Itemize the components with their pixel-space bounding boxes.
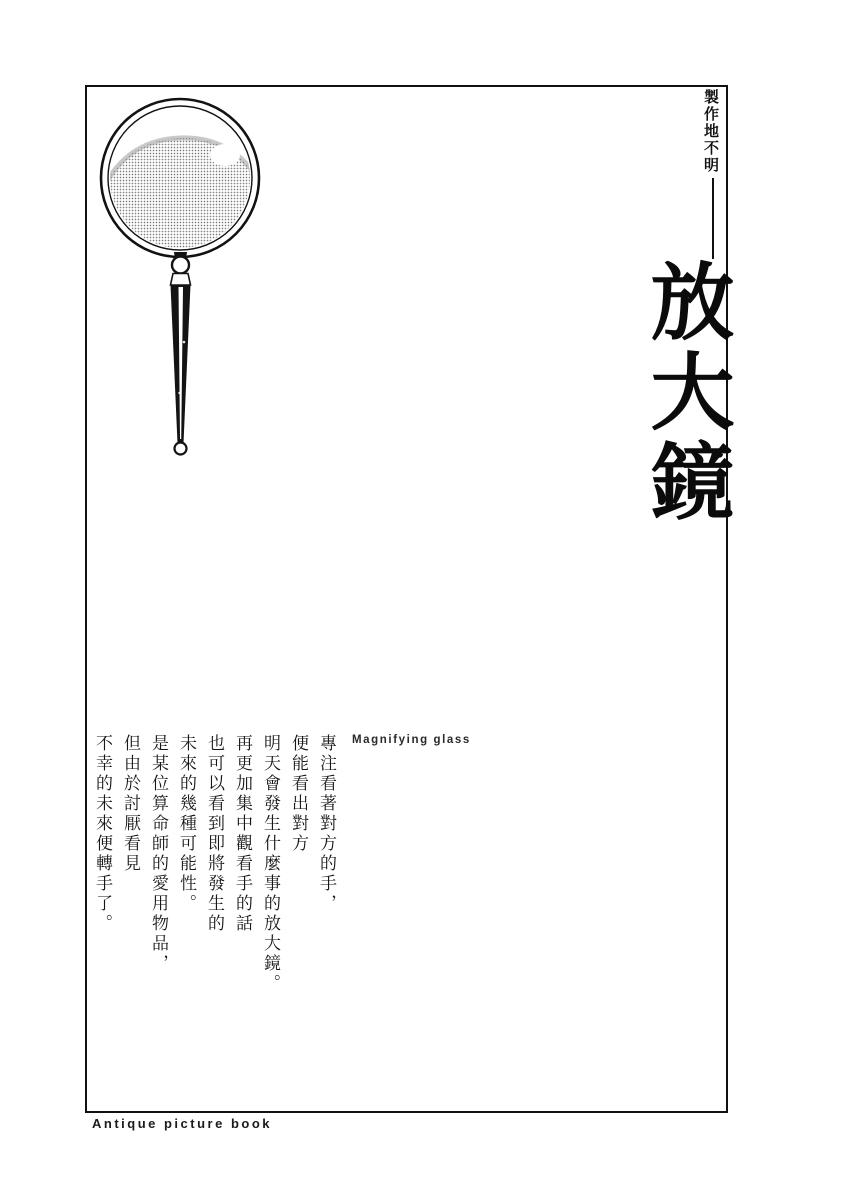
handle-tip-ball [175,443,187,455]
origin-label: 製作地不明 [702,89,719,174]
lens-highlight [210,144,240,166]
description-column: 未來的幾種可能性。 [177,734,196,914]
origin-rule-line [712,178,714,259]
description-column: 明天會發生什麼事的放大鏡。 [261,734,280,994]
description-column: 也可以看到即將發生的 [205,734,224,934]
description-column: 但由於討厭看見 [121,734,140,874]
page-title-english: Magnifying glass [352,734,471,746]
description-column: 不幸的未來便轉手了。 [93,734,112,934]
page-title: 放大鏡 [638,258,731,528]
description-text [88,734,340,1014]
handle-speck [183,341,186,344]
magnifying-glass-illustration [95,95,275,461]
description-column: 便能看出對方 [289,734,308,854]
series-label: Antique picture book [92,1116,272,1131]
handle-knob [172,257,189,274]
description-column: 專注看著對方的手， [317,734,336,914]
description-column: 是某位算命師的愛用物品， [149,734,168,974]
handle-collar [171,274,191,286]
handle-speck [178,392,180,394]
description-column: 再更加集中觀看手的話 [233,734,252,934]
